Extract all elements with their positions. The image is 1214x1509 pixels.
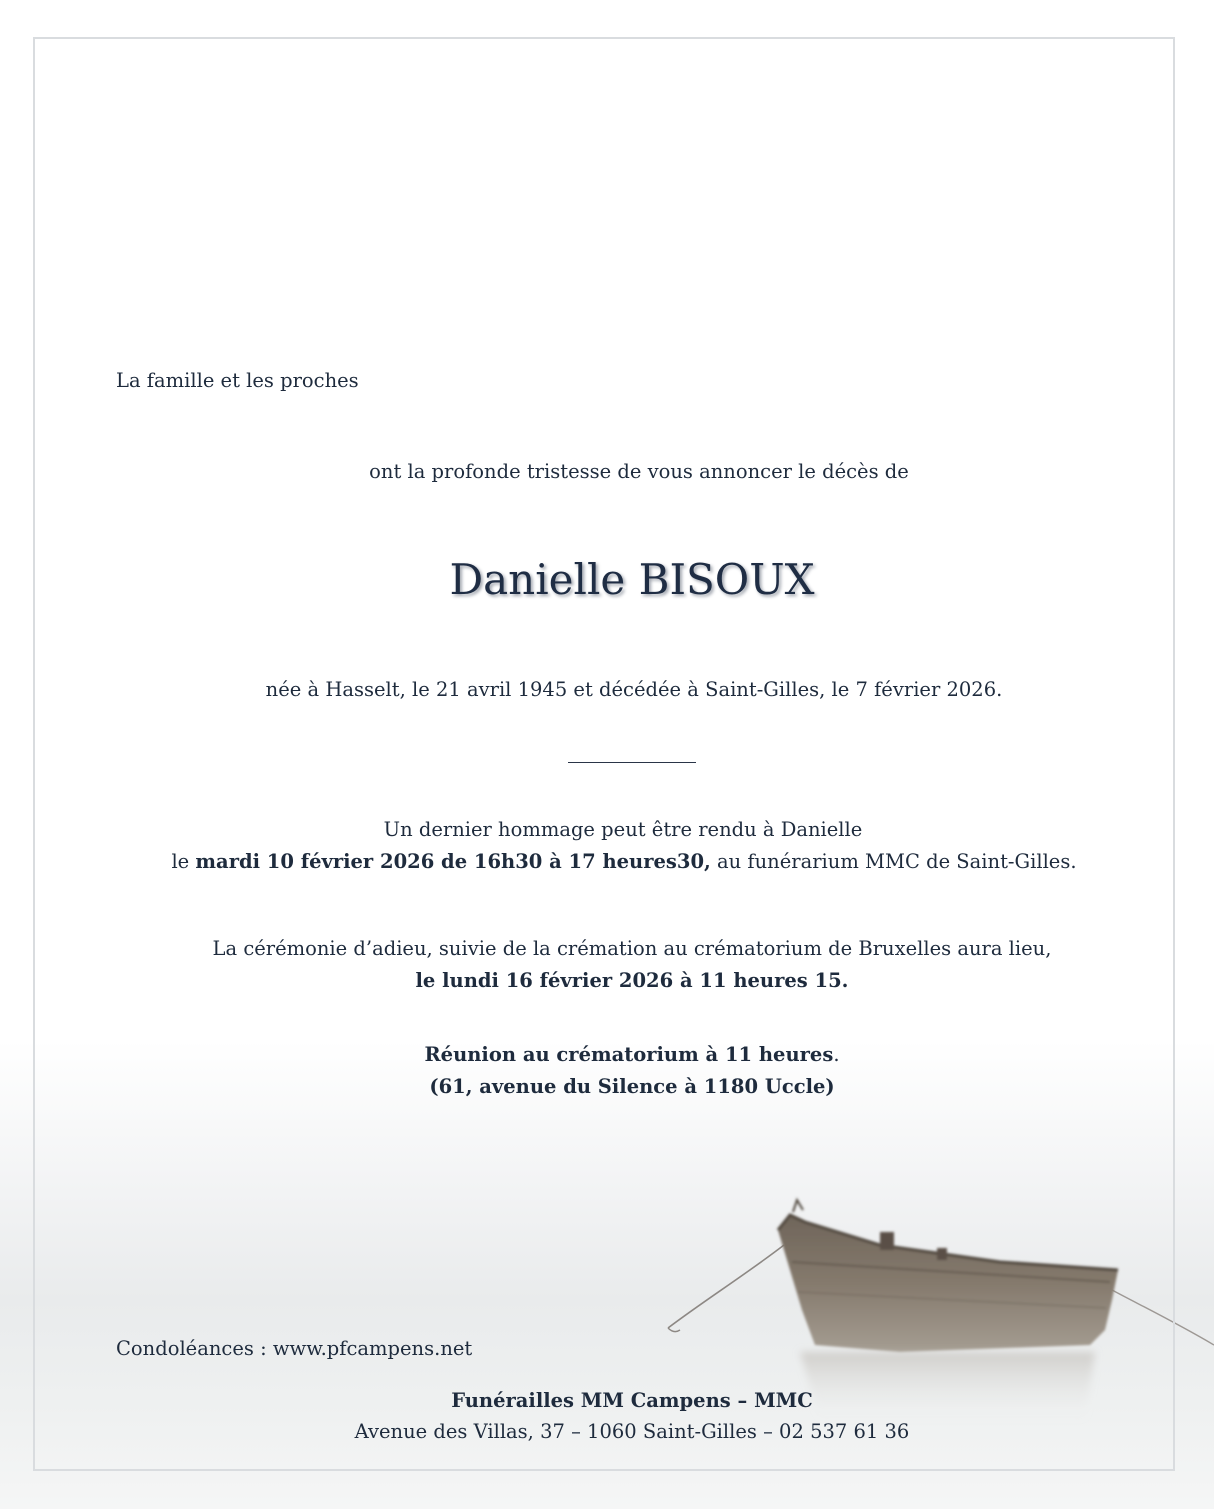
announcement-text: ont la profonde tristesse de vous annoncer le décès de [369,460,909,483]
meeting-address: (61, avenue du Silence à 1180 Uccle) [429,1075,835,1098]
funeral-home-address: Avenue des Villas, 37 – 1060 Saint-Gilles – 02 537 61 36 [354,1420,910,1443]
meeting-time: Réunion au crématorium à 11 heures [424,1043,834,1066]
page-border [33,37,1175,1471]
homage-prefix: le [171,850,196,873]
ceremony-line-1: La cérémonie d’adieu, suivie de la crémation au crématorium de Bruxelles aura lieu, [212,937,1052,960]
meeting-period: . [833,1043,840,1066]
homage-location: au funérarium MMC de Saint-Gilles. [710,850,1077,873]
condolences-text: Condoléances : www.pfcampens.net [116,1337,473,1360]
funeral-home-name: Funérailles MM Campens – MMC [451,1389,813,1412]
deceased-name: Danielle BISOUX [449,555,815,604]
homage-line-2 [17,849,1214,875]
meeting-line-1 [25,1042,1214,1068]
separator-line [568,762,696,763]
birth-death-text: née à Hasselt, le 21 avril 1945 et décédée à Saint-Gilles, le 7 février 2026. [265,678,1003,701]
ceremony-date: le lundi 16 février 2026 à 11 heures 15. [415,969,849,992]
intro-text: La famille et les proches [116,369,359,392]
homage-line-1: Un dernier hommage peut être rendu à Danielle [383,818,863,841]
homage-date: mardi 10 février 2026 de 16h30 à 17 heures30, [195,850,711,873]
